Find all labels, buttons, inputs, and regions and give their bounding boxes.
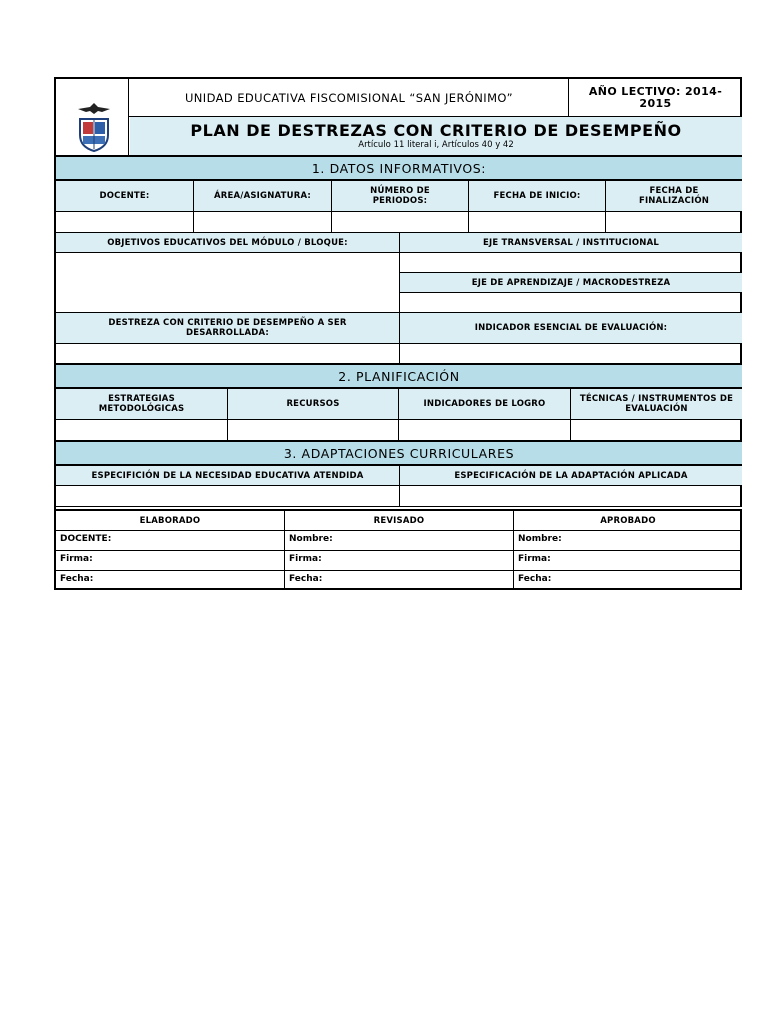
form-subtitle: Artículo 11 literal i, Artículos 40 y 42 xyxy=(358,140,514,150)
periodos-field[interactable] xyxy=(332,212,468,232)
aprobado-fecha-label: Fecha: xyxy=(518,574,552,584)
adaptacion-header: ESPECIFICACIÓN DE LA ADAPTACIÓN APLICADA xyxy=(400,466,742,485)
eje-transversal-field[interactable] xyxy=(400,253,742,272)
school-logo xyxy=(72,101,116,153)
elaborado-docente-label: DOCENTE: xyxy=(60,534,112,544)
elaborado-header: ELABORADO xyxy=(139,515,201,526)
eje-aprendizaje-field[interactable] xyxy=(400,293,742,312)
destreza-header: DESTREZA CON CRITERIO DE DESEMPEÑO A SER DESARROLLADA: xyxy=(56,313,399,343)
institution-name: UNIDAD EDUCATIVA FISCOMISIONAL “SAN JERÓNIMO” xyxy=(184,90,514,105)
inicio-header: FECHA DE INICIO: xyxy=(469,181,605,211)
indicador-header: INDICADOR ESENCIAL DE EVALUACIÓN: xyxy=(400,313,742,343)
revisado-header: REVISADO xyxy=(373,515,425,526)
adaptacion-field[interactable] xyxy=(400,486,742,506)
recursos-header: RECURSOS xyxy=(228,389,398,419)
academic-year: AÑO LECTIVO: 2014-2015 xyxy=(588,84,723,110)
section-3-title: 3. ADAPTACIONES CURRICULARES xyxy=(56,442,742,464)
periodos-header: NÚMERO DE PERIODOS: xyxy=(332,181,468,211)
elaborado-fecha-label: Fecha: xyxy=(60,574,94,584)
tecnicas-header: TÉCNICAS / INSTRUMENTOS DE EVALUACIÓN xyxy=(571,389,742,419)
eje-aprendizaje-header: EJE DE APRENDIZAJE / MACRODESTREZA xyxy=(400,273,742,292)
finalizacion-header: FECHA DE FINALIZACIÓN xyxy=(606,181,742,211)
necesidad-field[interactable] xyxy=(56,486,399,506)
aprobado-header: APROBADO xyxy=(600,515,656,526)
form-title-band xyxy=(130,117,742,155)
docente-field[interactable] xyxy=(56,212,193,232)
planning-form xyxy=(54,77,742,590)
estrategias-field[interactable] xyxy=(56,420,227,440)
aprobado-firma-label: Firma: xyxy=(518,554,551,564)
tecnicas-field[interactable] xyxy=(571,420,742,440)
objetivos-header: OBJETIVOS EDUCATIVOS DEL MÓDULO / BLOQUE: xyxy=(56,233,399,252)
area-header: ÁREA/ASIGNATURA: xyxy=(194,181,331,211)
objetivos-field[interactable] xyxy=(56,253,399,312)
section-2-title: 2. PLANIFICACIÓN xyxy=(56,365,742,387)
finalizacion-field[interactable] xyxy=(606,212,742,232)
destreza-field[interactable] xyxy=(56,344,399,363)
revisado-firma-label: Firma: xyxy=(289,554,322,564)
aprobado-nombre-label: Nombre: xyxy=(518,534,562,544)
indicador-field[interactable] xyxy=(400,344,742,363)
revisado-nombre-label: Nombre: xyxy=(289,534,333,544)
indicadores-header: INDICADORES DE LOGRO xyxy=(399,389,570,419)
revisado-fecha-label: Fecha: xyxy=(289,574,323,584)
indicadores-field[interactable] xyxy=(399,420,570,440)
recursos-field[interactable] xyxy=(228,420,398,440)
eje-transversal-header: EJE TRANSVERSAL / INSTITUCIONAL xyxy=(400,233,742,252)
estrategias-header: ESTRATEGIAS METODOLÓGICAS xyxy=(56,389,227,419)
area-field[interactable] xyxy=(194,212,331,232)
section-1-title: 1. DATOS INFORMATIVOS: xyxy=(56,157,742,179)
docente-header: DOCENTE: xyxy=(56,181,193,211)
elaborado-firma-label: Firma: xyxy=(60,554,93,564)
necesidad-header: ESPECIFICIÓN DE LA NECESIDAD EDUCATIVA ATENDIDA xyxy=(56,466,399,485)
inicio-field[interactable] xyxy=(469,212,605,232)
form-title: PLAN DE DESTREZAS CON CRITERIO DE DESEMPEÑO xyxy=(190,121,682,140)
